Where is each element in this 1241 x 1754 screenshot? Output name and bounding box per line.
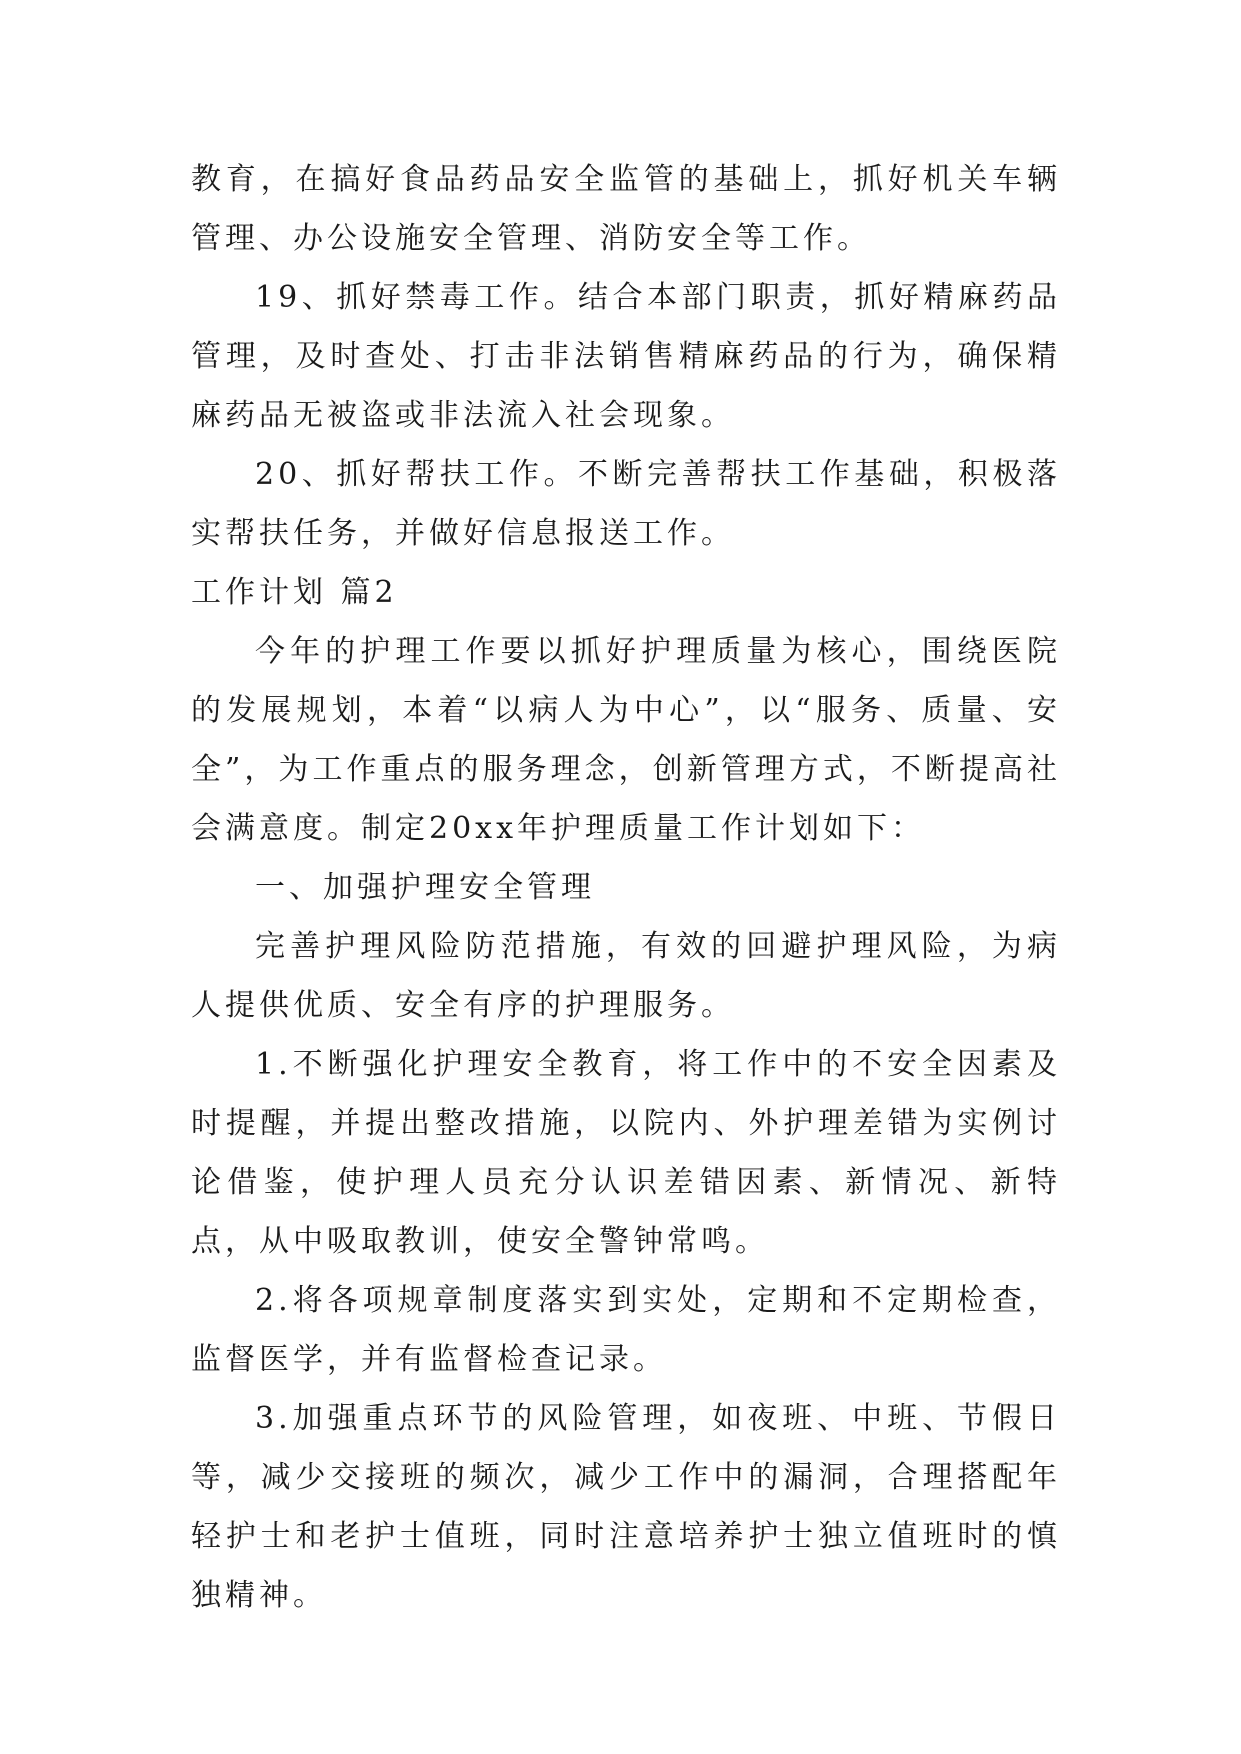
paragraph-item-19: 19、抓好禁毒工作。结合本部门职责，抓好精麻药品管理，及时查处、打击非法销售精麻药品的行为，确保精麻药品无被盗或非法流入社会现象。 <box>191 280 1061 433</box>
intro-paragraph: 今年的护理工作要以抓好护理质量为核心，围绕医院的发展规划，本着“以病人为中心”，以“服务、质量、安全”，为工作重点的服务理念，创新管理方式，不断提高社会满意度。制定20xx年护理质量工作计划如下： <box>191 634 1061 846</box>
section-title: 工作计划 篇2 <box>191 575 398 610</box>
list-item-1: 1.不断强化护理安全教育，将工作中的不安全因素及时提醒，并提出整改措施，以院内、外护理差错为实例讨论借鉴，使护理人员充分认识差错因素、新情况、新特点，从中吸取教训，使安全警钟常鸣。 <box>191 1047 1061 1259</box>
body-paragraph: 完善护理风险防范措施，有效的回避护理风险，为病人提供优质、安全有序的护理服务。 <box>191 929 1061 1023</box>
list-item-3: 3.加强重点环节的风险管理，如夜班、中班、节假日等，减少交接班的频次，减少工作中的漏洞，合理搭配年轻护士和老护士值班，同时注意培养护士独立值班时的慎独精神。 <box>191 1401 1061 1613</box>
subheading-safety-management: 一、加强护理安全管理 <box>255 870 595 905</box>
document-page <box>191 150 1061 1625</box>
paragraph-item-20: 20、抓好帮扶工作。不断完善帮扶工作基础，积极落实帮扶任务，并做好信息报送工作。 <box>191 457 1061 551</box>
paragraph-continuation: 教育，在搞好食品药品安全监管的基础上，抓好机关车辆管理、办公设施安全管理、消防安全等工作。 <box>191 162 1061 256</box>
list-item-2: 2.将各项规章制度落实到实处，定期和不定期检查，监督医学，并有监督检查记录。 <box>191 1283 1061 1377</box>
